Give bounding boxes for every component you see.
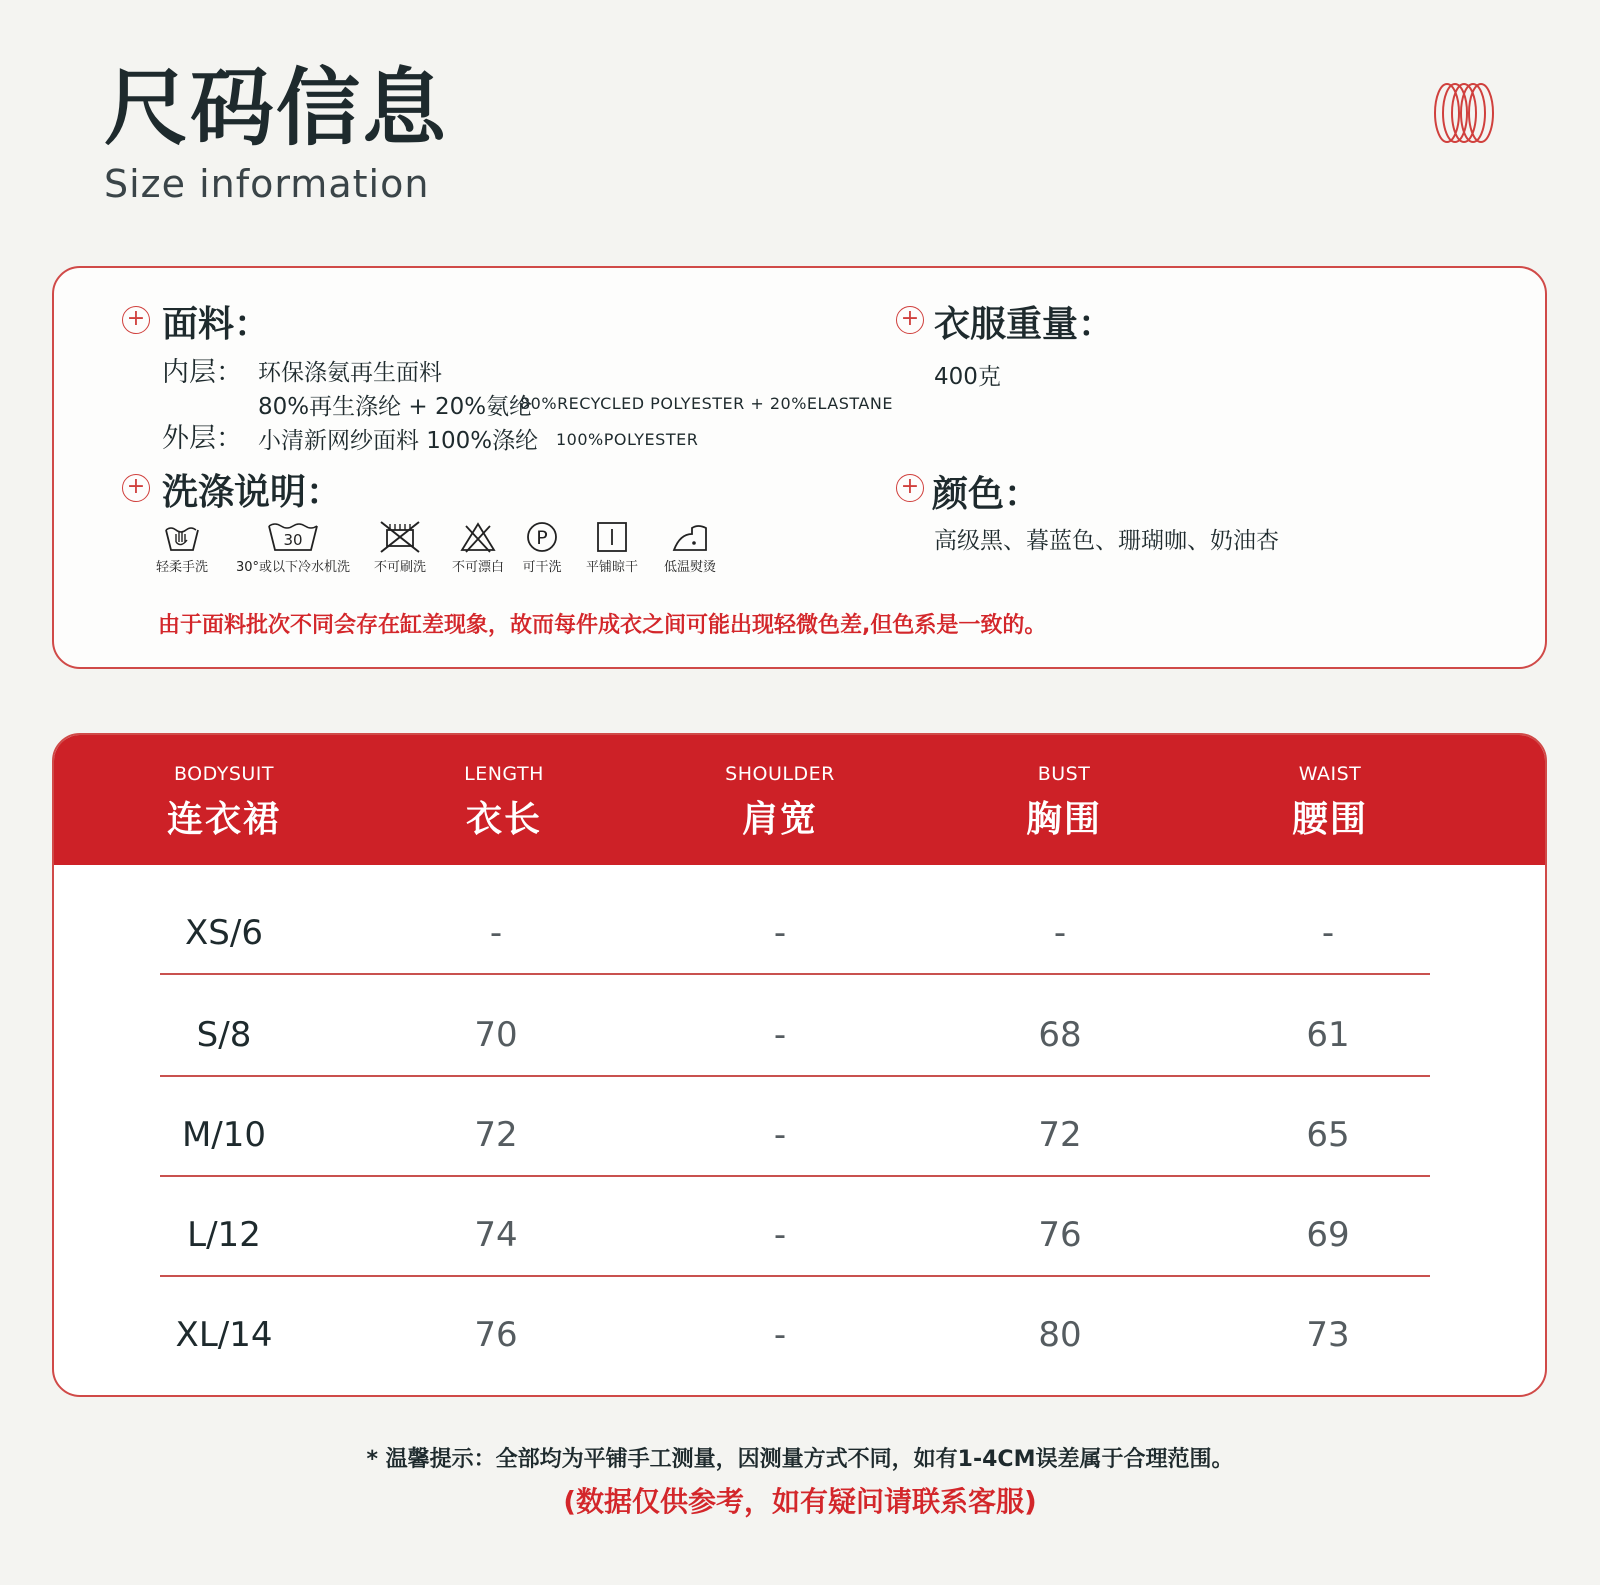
care-item-dry-clean <box>522 520 562 575</box>
reference-note: (数据仅供参考，如有疑问请联系客服) <box>563 1485 1037 1518</box>
length-cell: 72 <box>474 1115 518 1155</box>
care-label: 轻柔手洗 <box>156 560 209 575</box>
table-row <box>54 1285 1545 1385</box>
care-item-machine-wash <box>236 520 350 575</box>
care-label: 低温熨烫 <box>664 560 717 575</box>
table-row <box>54 1085 1545 1185</box>
care-item-flat-dry <box>586 520 638 575</box>
fabric-title: 面料： <box>162 304 271 345</box>
column-header-bodysuit: BODYSUIT 连衣裙 <box>166 763 282 840</box>
shoulder-cell: - <box>773 1215 787 1255</box>
row-divider <box>160 1075 1430 1077</box>
size-cell: S/8 <box>196 1015 252 1055</box>
length-cell: 70 <box>474 1015 518 1055</box>
bust-cell: 76 <box>1038 1215 1082 1255</box>
care-label: 30°或以下冷水机洗 <box>236 560 351 575</box>
table-row <box>54 985 1545 1085</box>
weight-value: 400克 <box>934 364 1001 390</box>
size-cell: XS/6 <box>185 913 263 953</box>
no-bleach-icon <box>458 520 498 554</box>
bust-cell: 80 <box>1038 1315 1082 1355</box>
svg-text:P: P <box>536 527 548 549</box>
care-item-low-iron <box>664 520 716 575</box>
shoulder-cell: - <box>773 913 787 953</box>
low-iron-icon <box>668 520 712 554</box>
table-row <box>54 883 1545 983</box>
column-header-waist: WAIST 腰围 <box>1291 763 1369 840</box>
length-cell: 74 <box>474 1215 518 1255</box>
plus-circle-icon: + <box>122 474 150 502</box>
rings-logo-icon <box>1433 82 1495 144</box>
outer-layer-label: 外层： <box>162 423 243 454</box>
plus-circle-icon: + <box>896 306 924 334</box>
color-options: 高级黑、暮蓝色、珊瑚咖、奶油杏 <box>934 528 1279 554</box>
dry-clean-p-icon <box>522 520 562 554</box>
plus-circle-icon: + <box>896 474 924 502</box>
measurement-tip: * 温馨提示：全部均为平铺手工测量，因测量方式不同，如有1-4CM误差属于合理范围。 <box>366 1447 1234 1472</box>
page-subtitle: Size information <box>104 162 430 206</box>
shoulder-cell: - <box>773 1315 787 1355</box>
inner-layer-composition: 80%再生涤纶 + 20%氨纶 <box>258 394 533 420</box>
size-cell: L/12 <box>187 1215 261 1255</box>
waist-cell: 69 <box>1306 1215 1350 1255</box>
care-label: 可干洗 <box>522 560 562 575</box>
care-label: 不可刷洗 <box>374 560 427 575</box>
care-label: 不可漂白 <box>452 560 505 575</box>
svg-text:30: 30 <box>283 531 303 549</box>
care-item-no-brush <box>374 520 426 575</box>
row-divider <box>160 973 1430 975</box>
shoulder-cell: - <box>773 1015 787 1055</box>
no-brush-icon <box>377 520 423 554</box>
weight-title: 衣服重量： <box>934 304 1115 345</box>
size-table <box>52 733 1547 1397</box>
care-item-hand-wash <box>156 520 208 575</box>
plus-circle-icon: + <box>122 306 150 334</box>
page-title: 尺码信息 <box>104 59 449 157</box>
waist-cell: 61 <box>1306 1015 1350 1055</box>
bust-cell: 68 <box>1038 1015 1082 1055</box>
waist-cell: - <box>1321 913 1335 953</box>
wash-title: 洗涤说明： <box>162 472 343 513</box>
waist-cell: 73 <box>1306 1315 1350 1355</box>
size-cell: XL/14 <box>175 1315 273 1355</box>
column-header-length: LENGTH 衣长 <box>464 763 544 840</box>
page-header <box>104 60 448 206</box>
size-table-header <box>54 735 1545 865</box>
size-cell: M/10 <box>181 1115 267 1155</box>
color-variance-notice: 由于面料批次不同会存在缸差现象，故而每件成衣之间可能出现轻微色差,但色系是一致的。 <box>158 613 1047 638</box>
waist-cell: 65 <box>1306 1115 1350 1155</box>
inner-layer-composition-en: 80%RECYCLED POLYESTER + 20%ELASTANE <box>520 394 893 413</box>
shoulder-cell: - <box>773 1115 787 1155</box>
table-row <box>54 1185 1545 1285</box>
length-cell: 76 <box>474 1315 518 1355</box>
bust-cell: - <box>1053 913 1067 953</box>
color-title: 颜色： <box>932 474 1041 515</box>
column-header-shoulder: SHOULDER 肩宽 <box>725 763 835 840</box>
row-divider <box>160 1175 1430 1177</box>
care-label: 平铺晾干 <box>586 560 639 575</box>
inner-layer-label: 内层： <box>162 357 243 388</box>
flat-dry-icon <box>592 520 632 554</box>
inner-layer-name: 环保涤氨再生面料 <box>258 360 442 386</box>
length-cell: - <box>489 913 503 953</box>
column-header-bust: BUST 胸围 <box>1025 763 1103 840</box>
hand-wash-icon <box>162 520 202 554</box>
care-item-no-bleach <box>452 520 504 575</box>
outer-layer-name: 小清新网纱面料 100%涤纶 <box>258 428 539 454</box>
outer-layer-composition-en: 100%POLYESTER <box>556 430 699 449</box>
bust-cell: 72 <box>1038 1115 1082 1155</box>
machine-wash-30-icon <box>263 520 323 554</box>
row-divider <box>160 1275 1430 1277</box>
